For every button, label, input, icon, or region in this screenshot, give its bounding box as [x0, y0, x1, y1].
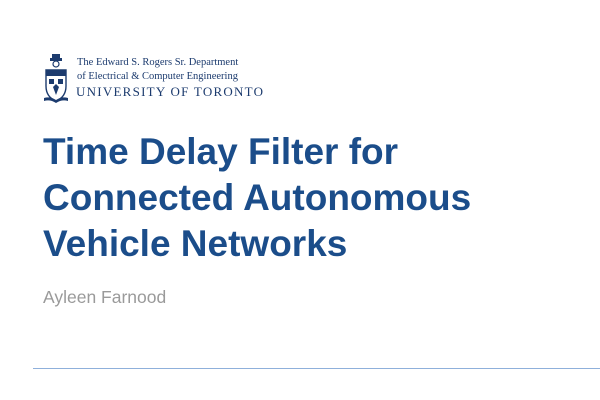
title-line-1: Time Delay Filter for [43, 131, 399, 172]
university-crest-icon [44, 53, 68, 103]
divider-line [33, 368, 600, 369]
title-line-3: Vehicle Networks [43, 223, 348, 264]
slide-title [43, 129, 583, 267]
title-line-2: Connected Autonomous [43, 177, 472, 218]
author-name: Ayleen Farnood [43, 287, 167, 307]
department-line-1: The Edward S. Rogers Sr. Department [77, 57, 239, 68]
department-line-2: of Electrical & Computer Engineering [77, 71, 238, 82]
university-name: UNIVERSITY OF TORONTO [76, 84, 265, 99]
